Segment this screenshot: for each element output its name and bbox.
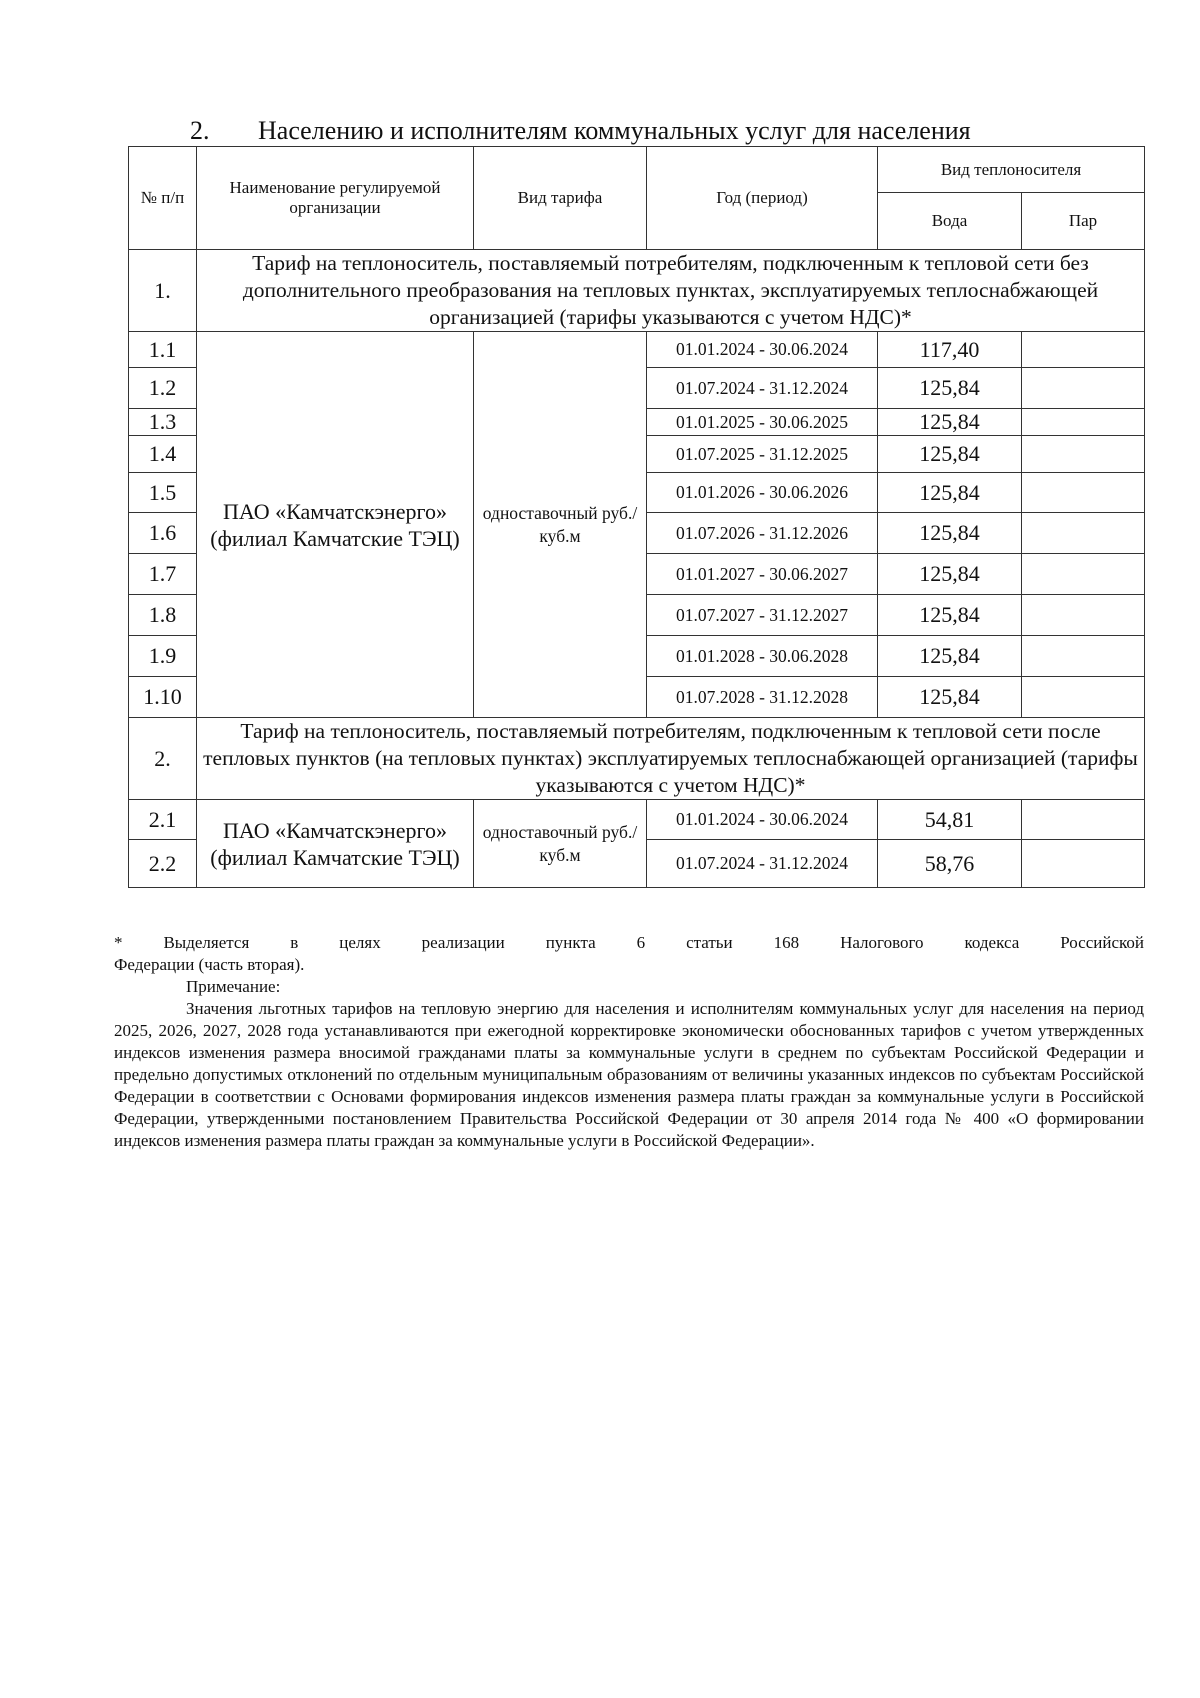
header-num: № п/п bbox=[129, 147, 197, 250]
section1-number: 1. bbox=[129, 250, 197, 332]
header-period: Год (период) bbox=[647, 147, 878, 250]
row-water-value: 117,40 bbox=[878, 332, 1022, 368]
header-steam: Пар bbox=[1022, 193, 1145, 250]
row-period: 01.07.2027 - 31.12.2027 bbox=[647, 595, 878, 636]
row-number: 1.7 bbox=[129, 554, 197, 595]
row-steam-value bbox=[1022, 332, 1145, 368]
row-number: 1.5 bbox=[129, 473, 197, 513]
tariff-table bbox=[128, 146, 1145, 888]
row-number: 1.3 bbox=[129, 409, 197, 436]
footnote-line-2: Федерации (часть вторая). bbox=[114, 955, 305, 974]
row-number: 2.1 bbox=[129, 800, 197, 840]
row-water-value: 54,81 bbox=[878, 800, 1022, 840]
header-org: Наименование регулируемой организации bbox=[197, 147, 474, 250]
section2-number: 2. bbox=[129, 718, 197, 800]
row-steam-value bbox=[1022, 554, 1145, 595]
row-steam-value bbox=[1022, 513, 1145, 554]
row-period: 01.01.2024 - 30.06.2024 bbox=[647, 800, 878, 840]
row-period: 01.07.2024 - 31.12.2024 bbox=[647, 840, 878, 888]
row-steam-value bbox=[1022, 677, 1145, 718]
header-row bbox=[129, 147, 1145, 193]
header-tariff-kind: Вид тарифа bbox=[474, 147, 647, 250]
section1-title: Тариф на теплоноситель, поставляемый потребителям, подключенным к тепловой сети без дополнительного преобразования на тепловых пунктах, эксплуатируемых теплоснабжающей организацией (тарифы указываются с учетом НДС)* bbox=[197, 250, 1145, 332]
row-steam-value bbox=[1022, 840, 1145, 888]
notes-block bbox=[114, 932, 1144, 1152]
row-steam-value bbox=[1022, 473, 1145, 513]
row-water-value: 125,84 bbox=[878, 368, 1022, 409]
row-period: 01.01.2028 - 30.06.2028 bbox=[647, 636, 878, 677]
section2-org-name: ПАО «Камчатскэнерго» (филиал Камчатские ТЭЦ) bbox=[197, 800, 474, 888]
row-water-value: 125,84 bbox=[878, 513, 1022, 554]
row-period: 01.01.2027 - 30.06.2027 bbox=[647, 554, 878, 595]
header-carrier: Вид теплоносителя bbox=[878, 147, 1145, 193]
row-steam-value bbox=[1022, 800, 1145, 840]
section1-title-row bbox=[129, 250, 1145, 332]
row-steam-value bbox=[1022, 595, 1145, 636]
section1-tariff-kind: одноставочный руб./куб.м bbox=[474, 332, 647, 718]
row-water-value: 125,84 bbox=[878, 677, 1022, 718]
note-label: Примечание: bbox=[186, 977, 281, 996]
row-period: 01.07.2025 - 31.12.2025 bbox=[647, 436, 878, 473]
table-row bbox=[129, 332, 1145, 368]
row-water-value: 125,84 bbox=[878, 409, 1022, 436]
row-number: 1.6 bbox=[129, 513, 197, 554]
row-period: 01.01.2026 - 30.06.2026 bbox=[647, 473, 878, 513]
section1-org-name: ПАО «Камчатскэнерго» (филиал Камчатские ТЭЦ) bbox=[197, 332, 474, 718]
section-heading-text: Населению и исполнителям коммунальных услуг для населения bbox=[258, 116, 971, 145]
row-number: 1.2 bbox=[129, 368, 197, 409]
row-period: 01.01.2024 - 30.06.2024 bbox=[647, 332, 878, 368]
row-period: 01.07.2028 - 31.12.2028 bbox=[647, 677, 878, 718]
row-period: 01.01.2025 - 30.06.2025 bbox=[647, 409, 878, 436]
row-number: 1.4 bbox=[129, 436, 197, 473]
row-number: 1.10 bbox=[129, 677, 197, 718]
row-number: 1.1 bbox=[129, 332, 197, 368]
row-steam-value bbox=[1022, 636, 1145, 677]
section-heading bbox=[190, 116, 971, 146]
row-period: 01.07.2024 - 31.12.2024 bbox=[647, 368, 878, 409]
row-period: 01.07.2026 - 31.12.2026 bbox=[647, 513, 878, 554]
row-number: 1.9 bbox=[129, 636, 197, 677]
section2-title: Тариф на теплоноситель, поставляемый потребителям, подключенным к тепловой сети после тепловых пунктов (на тепловых пунктах) эксплуатируемых теплоснабжающей организацией (тарифы указываются с учетом НДС)* bbox=[197, 718, 1145, 800]
section2-tariff-kind: одноставочный руб./куб.м bbox=[474, 800, 647, 888]
row-steam-value bbox=[1022, 409, 1145, 436]
header-water: Вода bbox=[878, 193, 1022, 250]
row-water-value: 125,84 bbox=[878, 636, 1022, 677]
row-steam-value bbox=[1022, 368, 1145, 409]
row-water-value: 58,76 bbox=[878, 840, 1022, 888]
section2-title-row bbox=[129, 718, 1145, 800]
section-heading-number: 2. bbox=[190, 116, 210, 145]
table-row bbox=[129, 800, 1145, 840]
row-steam-value bbox=[1022, 436, 1145, 473]
row-water-value: 125,84 bbox=[878, 473, 1022, 513]
footnote-line-1: * Выделяется в целях реализации пункта 6 статьи 168 Налогового кодекса Российской bbox=[114, 933, 1144, 952]
row-water-value: 125,84 bbox=[878, 436, 1022, 473]
row-water-value: 125,84 bbox=[878, 554, 1022, 595]
row-number: 2.2 bbox=[129, 840, 197, 888]
row-number: 1.8 bbox=[129, 595, 197, 636]
row-water-value: 125,84 bbox=[878, 595, 1022, 636]
note-text: Значения льготных тарифов на тепловую энергию для населения и исполнителям коммунальных услуг для населения на период 2025, 2026, 2027, 2028 года устанавливаются при ежегодной корректировке экономически обоснованных тарифов с учетом утвержденных индексов изменения размера вносимой гражданами платы за коммунальные услуги в среднем по субъектам Российской Федерации и предельно допустимых отклонений по отдельным муниципальным образованиям от величины указанных индексов по субъектам Российской Федерации в соответствии с Основами формирования индексов изменения размера платы граждан за коммунальные услуги в Российской Федерации, утвержденными постановлением Правительства Российской Федерации от 30 апреля 2014 года № 400 «О формировании индексов изменения размера платы граждан за коммунальные услуги в Российской Федерации». bbox=[114, 999, 1144, 1150]
